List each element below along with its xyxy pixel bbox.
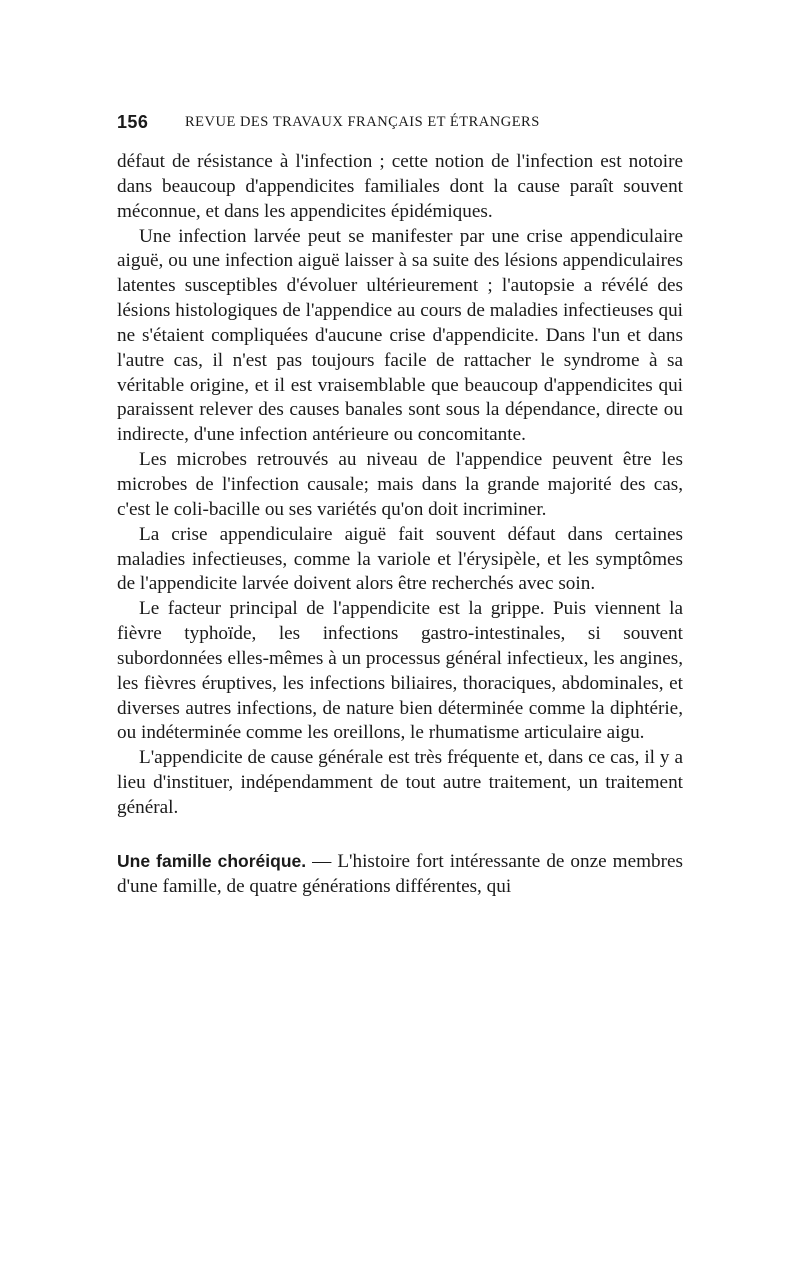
section-text: — L'histoire fort intéressante de onze membres d'une famille, de quatre générations différentes, qui [117,850,683,897]
paragraph: La crise appendiculaire aiguë fait souvent défaut dans certaines maladies infectieuses, comme la variole et l'érysipèle, et les symptômes de l'appendicite larvée doivent alors être recherchés avec soin. [117,523,683,595]
page-number: 156 [117,112,149,132]
section-paragraph [117,849,683,900]
section-title: Une famille choréique. [117,850,307,871]
running-head [117,112,683,142]
paragraph: Les microbes retrouvés au niveau de l'appendice peuvent être les microbes de l'infection causale; mais dans la grande majorité des cas, c'est le coli-bacille ou ses variétés qu'on doit incriminer. [117,449,683,520]
paragraph: L'appendicite de cause générale est très fréquente et, dans ce cas, il y a lieu d'instituer, indépendamment de tout autre traitement, un traitement général. [117,747,683,818]
paragraph: Le facteur principal de l'appendicite est la grippe. Puis viennent la fièvre typhoïde, les infections gastro-intestinales, si souvent subordonnées elles-mêmes à un processus général infectieux, les angines, les fièvres éruptives, les infections biliaires, thoraciques, abdominales, et diverses autres infections, de nature bien déterminée comme la diphtérie, ou indéterminée comme les oreillons, le rhumatisme articulaire aigu. [117,598,683,744]
body-text [117,150,683,899]
paragraph-continued: défaut de résistance à l'infection ; cette notion de l'infection est notoire dans beaucoup d'appendicites familiales dont la cause paraît souvent méconnue, et dans les appendicites épidémiques. [117,151,683,222]
running-title: REVUE DES TRAVAUX FRANÇAIS ET ÉTRANGERS [185,114,540,130]
page [117,112,683,899]
paragraph: Une infection larvée peut se manifester par une crise appendiculaire aiguë, ou une infection aiguë laisser à sa suite des lésions appendiculaires latentes susceptibles d'évoluer ultérieurement ; l'autopsie a révélé des lésions histologiques de l'appendice au cours de maladies infectieuses qui ne s'étaient compliquées d'aucune crise d'appendicite. Dans l'un et dans l'autre cas, il n'est pas toujours facile de rattacher le syndrome à sa véritable origine, et il est vraisemblable que beaucoup d'appendicites qui paraissent relever des causes banales sont sous la dépendance, directe ou indirecte, d'une infection antérieure ou concomitante. [117,225,683,446]
